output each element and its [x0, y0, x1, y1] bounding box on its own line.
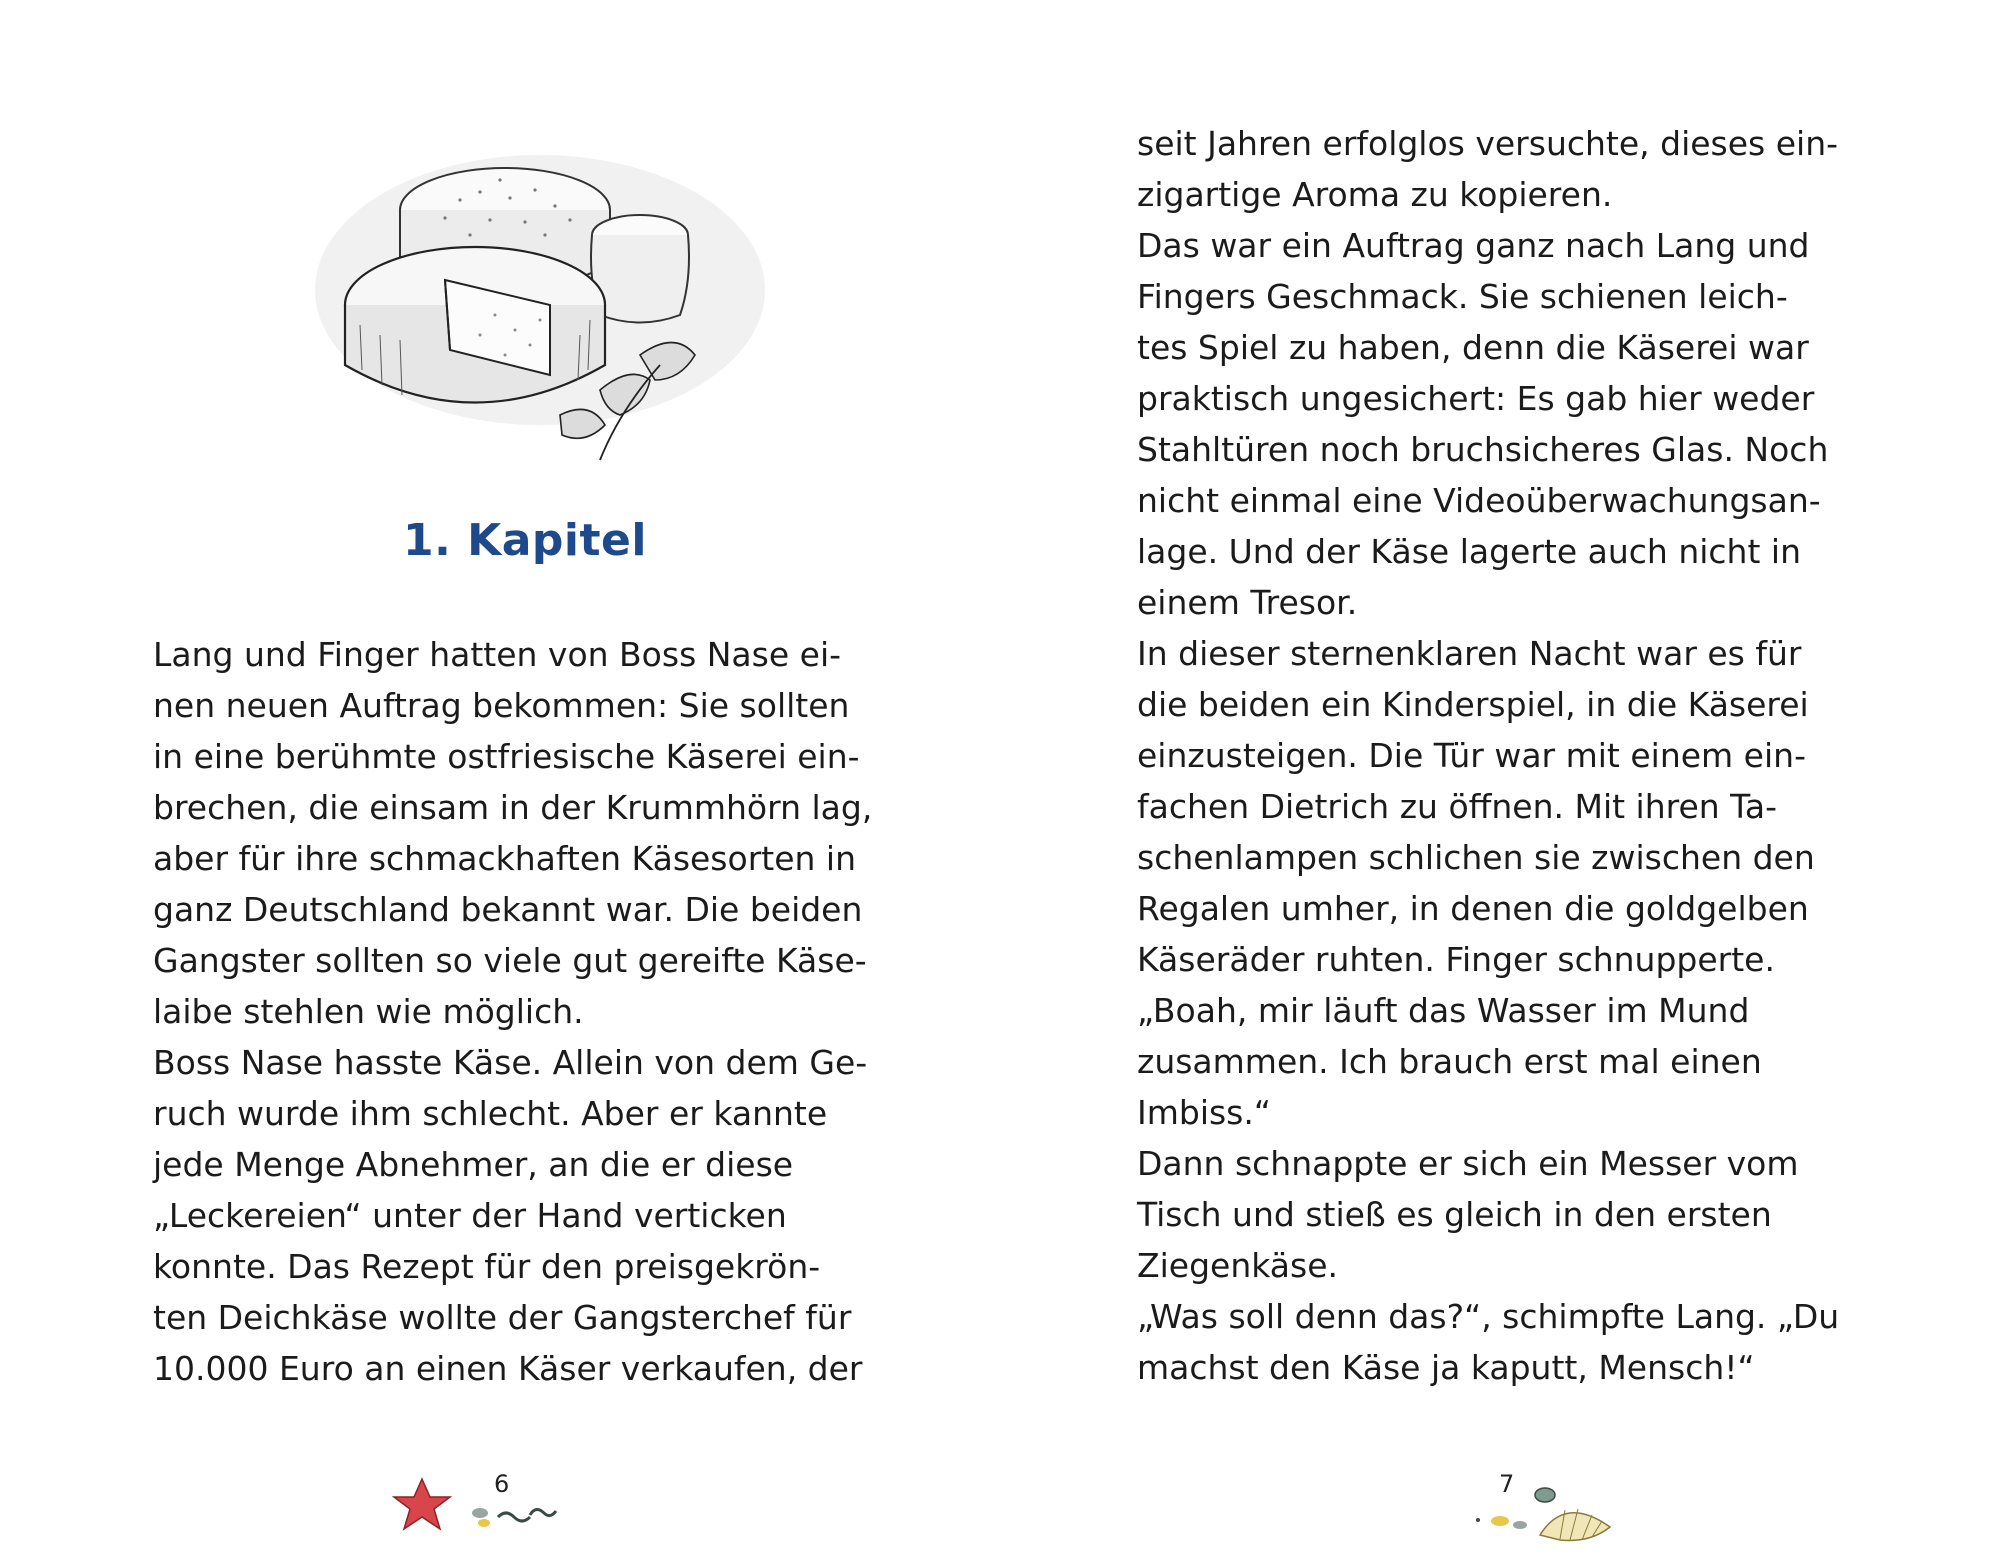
text-line: Dann schnappte er sich ein Messer vom — [1137, 1144, 1799, 1183]
right-page — [1000, 0, 2000, 1560]
text-line: „Boah, mir läuft das Wasser im Mund — [1137, 991, 1750, 1030]
text-line: praktisch ungesichert: Es gab hier weder — [1137, 379, 1815, 418]
text-line: Tisch und stieß es gleich in den ersten — [1137, 1195, 1772, 1234]
text-line: aber für ihre schmackhaften Käsesorten in — [153, 839, 856, 878]
text-line: zusammen. Ich brauch erst mal einen — [1137, 1042, 1762, 1081]
text-line: lage. Und der Käse lagerte auch nicht in — [1137, 532, 1801, 571]
cheese-illustration — [300, 140, 770, 470]
text-line: „Was soll denn das?“, schimpfte Lang. „Du — [1137, 1297, 1840, 1336]
text-line: tes Spiel zu haben, denn die Käserei war — [1137, 328, 1809, 367]
text-line: machst den Käse ja kaputt, Mensch!“ — [1137, 1348, 1755, 1387]
text-line: in eine berühmte ostfriesische Käserei ein- — [153, 737, 860, 776]
text-line: nicht einmal eine Videoüberwachungsan- — [1137, 481, 1821, 520]
text-line: ruch wurde ihm schlecht. Aber er kannte — [153, 1094, 828, 1133]
text-line: Lang und Finger hatten von Boss Nase ei- — [153, 635, 842, 674]
text-line: 10.000 Euro an einen Käser verkaufen, der — [153, 1349, 863, 1388]
text-line: Fingers Geschmack. Sie schienen leich- — [1137, 277, 1788, 316]
page-number-right: 7 — [1499, 1470, 1515, 1498]
starfish-pebbles-icon — [380, 1475, 580, 1535]
text-line: nen neuen Auftrag bekommen: Sie sollten — [153, 686, 850, 725]
text-line: ten Deichkäse wollte der Gangsterchef für — [153, 1298, 852, 1337]
chapter-title: 1. Kapitel — [403, 515, 647, 566]
text-line: Boss Nase hasste Käse. Allein von dem Ge- — [153, 1043, 868, 1082]
text-line: brechen, die einsam in der Krummhörn lag, — [153, 788, 873, 827]
page-number-left: 6 — [494, 1470, 510, 1498]
text-line: zigartige Aroma zu kopieren. — [1137, 175, 1613, 214]
text-line: Regalen umher, in denen die goldgelben — [1137, 889, 1809, 928]
text-line: konnte. Das Rezept für den preisgekrön- — [153, 1247, 821, 1286]
text-line: einem Tresor. — [1137, 583, 1358, 622]
text-line: einzusteigen. Die Tür war mit einem ein- — [1137, 736, 1806, 775]
text-line: Imbiss.“ — [1137, 1093, 1271, 1132]
text-line: seit Jahren erfolglos versuchte, dieses ein- — [1137, 124, 1839, 163]
text-line: In dieser sternenklaren Nacht war es für — [1137, 634, 1802, 673]
text-line: Stahltüren noch bruchsicheres Glas. Noch — [1137, 430, 1829, 469]
text-line: ganz Deutschland bekannt war. Die beiden — [153, 890, 863, 929]
text-line: jede Menge Abnehmer, an die er diese — [153, 1145, 794, 1184]
text-line: Ziegenkäse. — [1137, 1246, 1338, 1285]
text-line: Gangster sollten so viele gut gereifte Käse- — [153, 941, 867, 980]
text-line: fachen Dietrich zu öffnen. Mit ihren Ta- — [1137, 787, 1778, 826]
text-line: Käseräder ruhten. Finger schnupperte. — [1137, 940, 1775, 979]
right-body-text — [1137, 118, 1897, 1393]
shell-pebbles-icon — [1470, 1485, 1640, 1545]
text-line: schenlampen schlichen sie zwischen den — [1137, 838, 1815, 877]
text-line: „Leckereien“ unter der Hand verticken — [153, 1196, 787, 1235]
text-line: laibe stehlen wie möglich. — [153, 992, 584, 1031]
text-line: die beiden ein Kinderspiel, in die Käserei — [1137, 685, 1809, 724]
left-body-text — [153, 629, 913, 1394]
text-line: Das war ein Auftrag ganz nach Lang und — [1137, 226, 1810, 265]
